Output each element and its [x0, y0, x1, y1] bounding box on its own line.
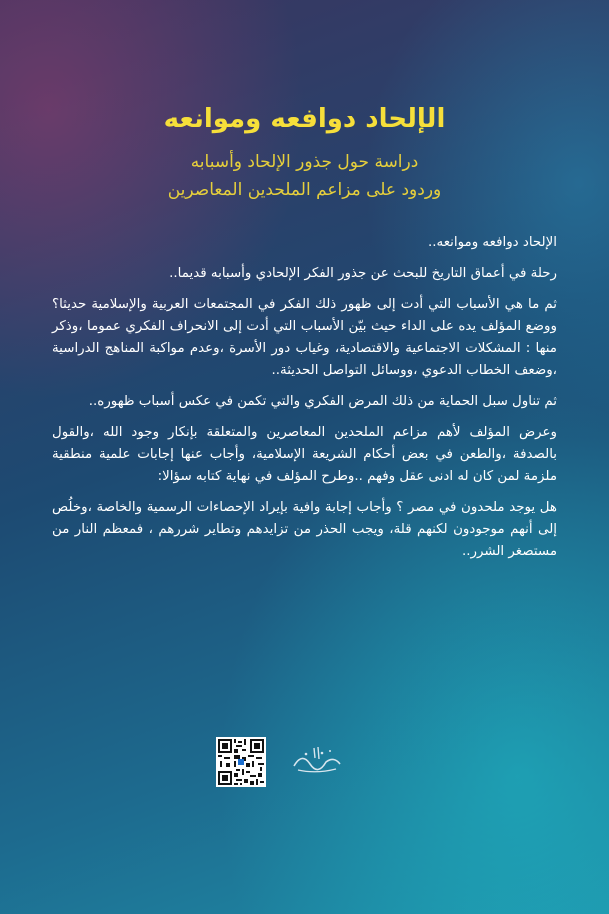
blurb-paragraph-3: ثم ما هي الأسباب التي أدت إلى ظهور ذلك الفكر في المجتمعات العربية والإسلامية حديثا؟ ووضع المؤلف يده على الداء حيث بيّن الأسباب التي أدت إلى الانحراف الفكري عموما ،وذكر منها : المشكلات الاجتماعية والاقتصادية، وغياب دور الأسرة ،وعدم مواكبة المناهج الدراسية ،وضعف الخطاب الدعوي ،ووسائل التواصل الحديثة.. [52, 297, 557, 378]
book-title: الإلحاد دوافعه وموانعه [163, 104, 446, 134]
qr-code-icon [216, 737, 266, 787]
blurb-paragraph-5: وعرض المؤلف لأهم مزاعم الملحدين المعاصرين والمتعلقة بإنكار وجود الله ،والقول بالصدفة ،والطعن في بعض أحكام الشريعة الإسلامية، وأجاب عنها إجابات علمية منطقية ملزمة لمن كان له ادنى عقل وفهم ..وطرح المؤلف في نهاية كتابه سؤالا: [52, 425, 557, 484]
subtitle-line-2: وردود على مزاعم الملحدين المعاصرين [167, 180, 442, 200]
blurb-paragraph-4: ثم تناول سبل الحماية من ذلك المرض الفكري والتي تكمن في عكس أسباب ظهوره.. [88, 394, 557, 409]
blurb-paragraph-1: الإلحاد دوافعه وموانعه.. [428, 235, 557, 250]
subtitle-line-1: دراسة حول جذور الإلحاد وأسبابه [190, 152, 419, 172]
blurb-paragraph-2: رحلة في أعماق التاريخ للبحث عن جذور الفكر الإلحادي وأسبابه قديما.. [169, 266, 557, 281]
publisher-logo-icon [288, 742, 346, 778]
blurb-paragraph-6: هل يوجد ملحدون في مصر ؟ وأجاب إجابة وافية بإيراد الإحصاءات الرسمية والخاصة ،وخلُص إلى أنهم موجودون لكنهم قلة، ويجب الحذر من تزايدهم وتطاير شررهم ، فمعظم النار من مستصغر الشرر.. [52, 500, 557, 559]
publisher-logo-graphic [288, 742, 346, 778]
blurb-text [52, 232, 557, 563]
